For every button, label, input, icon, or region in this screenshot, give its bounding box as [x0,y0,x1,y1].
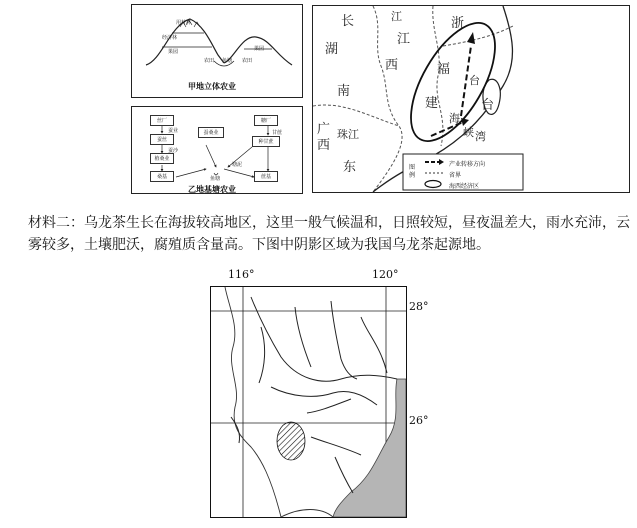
legend-title: 图例 [409,164,416,179]
lat-top-label: 28° [409,300,429,313]
diagram-a-caption: 甲地立体农业 [188,82,236,91]
label-economic-forest: 经济林 [162,35,178,41]
label-tai-top: 台 [469,74,480,87]
node-silk-factory: 丝厂 [150,115,174,126]
label-chang: 长 [341,14,355,29]
fujian-map-frame [210,286,407,518]
label-dong: 东 [343,160,357,175]
legend-haixi-zone: 海西经济区 [449,183,480,190]
lat-mid-label: 26° [409,414,429,427]
oolong-origin-region [277,422,305,460]
node-sugarcane-planting: 种甘蔗 [252,136,280,147]
label-tai-right: 台 [481,98,495,113]
label-xi-2: 西 [317,138,331,153]
label-sugarcane: 甘蔗 [272,130,283,136]
label-farmland-left: 农田 [204,58,215,64]
lon-right-label: 120° [372,268,399,281]
label-zhe: 浙 [451,16,465,31]
label-jiang: 江 [397,32,411,47]
node-mulberry-dike: 桑基 [150,171,174,182]
label-pond-mud: 塘泥 [232,162,243,168]
label-silkworm-excrement: 蚕沙 [168,148,179,154]
label-hai: 海 [449,112,460,125]
label-orchard-left: 果园 [168,49,179,55]
node-sugarcane-dike: 蔗基 [254,171,278,182]
diagram-b-panel [131,106,303,194]
label-nan: 南 [337,84,351,99]
region-map-panel [312,5,630,193]
node-cocoon-silk: 蚕丝 [150,134,174,145]
fujian-map [211,287,406,517]
material-two-paragraph: 材料二：乌龙茶生长在海拔较高地区，这里一般气候温和，日照较短，昼夜温差大，雨水充沛，云雾较多，土壤肥沃，腐殖质含量高。下图中阴影区域为我国乌龙茶起源地。 [28,215,630,253]
diagram-a-panel [131,4,303,98]
node-mulberry-planting: 植桑业 [150,153,174,164]
label-hu: 湖 [325,42,339,57]
label-fish-pond: 鱼塘 [210,176,221,182]
label-xi: 西 [385,58,399,73]
label-jiang-top: 江 [391,10,402,23]
label-farmland-right: 农田 [242,58,253,64]
label-guang: 广 [317,122,331,137]
label-silkworm: 蚕业 [168,128,179,134]
label-fu: 福 [437,62,451,77]
diagram-b-caption: 乙地基塘农业 [188,185,236,194]
label-xia: 峡 [463,126,474,139]
node-sugar-factory: 糖厂 [254,115,278,126]
legend-transfer-direction: 产业转移方向 [449,161,486,168]
legend-province-border: 省界 [449,172,462,179]
label-timber-forest: 用材林 [176,20,192,26]
label-orchard-right: 果园 [254,46,265,52]
label-wan: 湾 [475,130,486,143]
label-jian: 建 [425,96,439,111]
label-zhujiang: 珠江 [337,128,359,141]
label-fish-pond: 鱼塘 [222,58,233,64]
node-sericulture: 蚕桑业 [198,127,224,138]
lon-left-label: 116° [228,268,255,281]
